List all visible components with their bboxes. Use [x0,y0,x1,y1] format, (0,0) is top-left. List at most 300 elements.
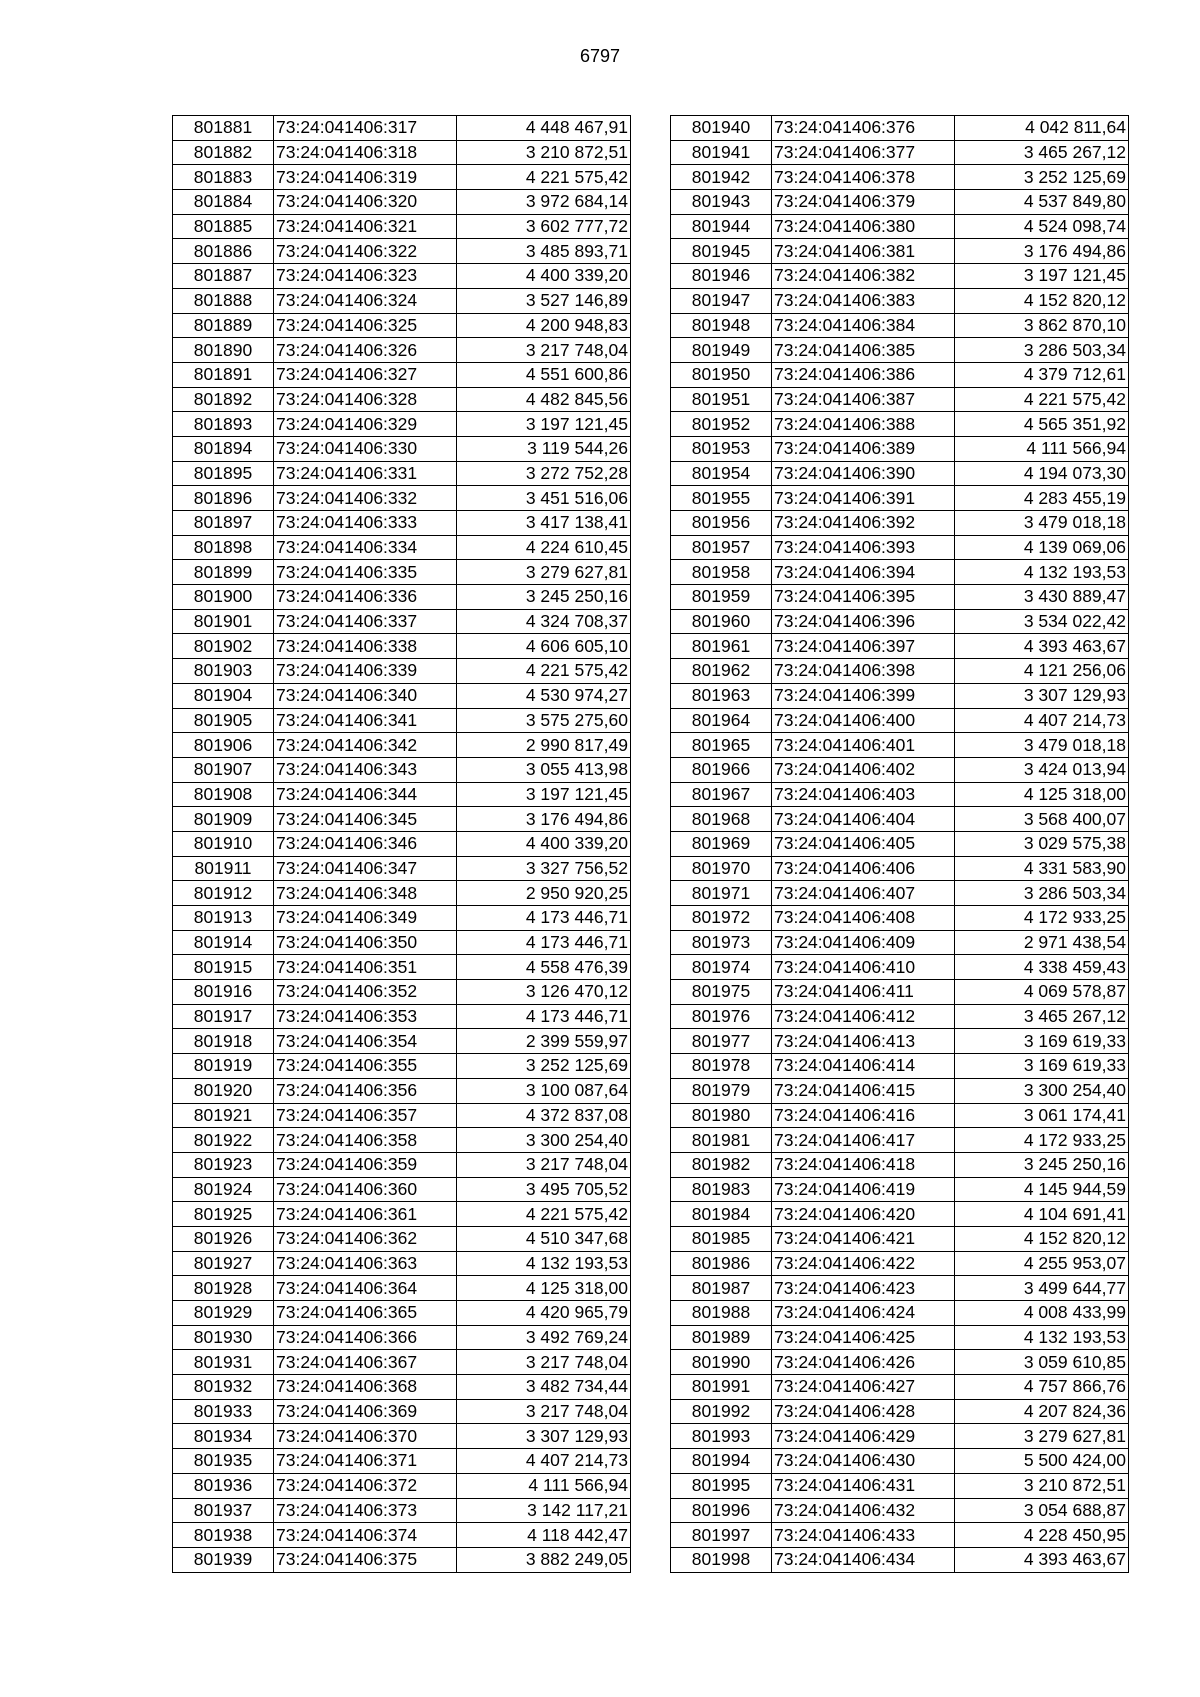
row-number-cell: 801964 [671,708,772,733]
table-row [671,609,1129,634]
row-number-cell: 801912 [173,881,274,906]
table-row [671,1375,1129,1400]
cadastral-number-cell: 73:24:041406:422 [772,1251,955,1276]
cadastral-value-cell: 4 551 600,86 [457,362,631,387]
row-number-cell: 801930 [173,1325,274,1350]
cadastral-number-cell: 73:24:041406:391 [772,486,955,511]
cadastral-number-cell: 73:24:041406:407 [772,881,955,906]
cadastral-number-cell: 73:24:041406:353 [274,1004,457,1029]
cadastral-number-cell: 73:24:041406:374 [274,1523,457,1548]
cadastral-number-cell: 73:24:041406:335 [274,560,457,585]
table-row [671,511,1129,536]
table-row [671,214,1129,239]
cadastral-number-cell: 73:24:041406:328 [274,387,457,412]
cadastral-number-cell: 73:24:041406:396 [772,609,955,634]
cadastral-number-cell: 73:24:041406:376 [772,116,955,141]
cadastral-number-cell: 73:24:041406:350 [274,930,457,955]
cadastral-value-cell: 2 399 559,97 [457,1029,631,1054]
row-number-cell: 801896 [173,486,274,511]
cadastral-number-cell: 73:24:041406:372 [274,1473,457,1498]
table-row [671,1078,1129,1103]
table-row [671,1523,1129,1548]
cadastral-value-cell: 3 279 627,81 [955,1424,1129,1449]
table-row [173,1301,631,1326]
cadastral-number-cell: 73:24:041406:428 [772,1399,955,1424]
table-row [173,461,631,486]
table-row [671,140,1129,165]
table-row [671,1054,1129,1079]
row-number-cell: 801982 [671,1152,772,1177]
cadastral-number-cell: 73:24:041406:380 [772,214,955,239]
cadastral-value-cell: 3 217 748,04 [457,1350,631,1375]
cadastral-number-cell: 73:24:041406:433 [772,1523,955,1548]
table-row [671,1449,1129,1474]
cadastral-number-cell: 73:24:041406:345 [274,807,457,832]
cadastral-number-cell: 73:24:041406:333 [274,511,457,536]
cadastral-value-cell: 3 142 117,21 [457,1498,631,1523]
table-row [173,1128,631,1153]
row-number-cell: 801946 [671,264,772,289]
table-row [173,1473,631,1498]
row-number-cell: 801995 [671,1473,772,1498]
row-number-cell: 801938 [173,1523,274,1548]
row-number-cell: 801949 [671,338,772,363]
row-number-cell: 801887 [173,264,274,289]
table-row [173,807,631,832]
table-row [173,609,631,634]
cadastral-value-cell: 3 061 174,41 [955,1103,1129,1128]
cadastral-value-cell: 4 606 605,10 [457,634,631,659]
cadastral-number-cell: 73:24:041406:388 [772,412,955,437]
cadastral-value-cell: 4 331 583,90 [955,856,1129,881]
cadastral-number-cell: 73:24:041406:421 [772,1226,955,1251]
cadastral-number-cell: 73:24:041406:368 [274,1375,457,1400]
table-row [671,338,1129,363]
row-number-cell: 801986 [671,1251,772,1276]
row-number-cell: 801893 [173,412,274,437]
row-number-cell: 801915 [173,955,274,980]
row-number-cell: 801927 [173,1251,274,1276]
row-number-cell: 801971 [671,881,772,906]
table-row [671,1350,1129,1375]
row-number-cell: 801901 [173,609,274,634]
row-number-cell: 801928 [173,1276,274,1301]
cadastral-value-cell: 4 132 193,53 [955,1325,1129,1350]
cadastral-value-cell: 3 119 544,26 [457,436,631,461]
cadastral-value-cell: 3 300 254,40 [955,1078,1129,1103]
row-number-cell: 801948 [671,313,772,338]
cadastral-value-cell: 4 221 575,42 [955,387,1129,412]
row-number-cell: 801940 [671,116,772,141]
table-row [671,683,1129,708]
cadastral-number-cell: 73:24:041406:417 [772,1128,955,1153]
cadastral-value-cell: 3 527 146,89 [457,288,631,313]
table-row [671,659,1129,684]
row-number-cell: 801890 [173,338,274,363]
cadastral-number-cell: 73:24:041406:318 [274,140,457,165]
row-number-cell: 801978 [671,1054,772,1079]
cadastral-number-cell: 73:24:041406:362 [274,1226,457,1251]
cadastral-value-cell: 4 482 845,56 [457,387,631,412]
cadastral-table-right [670,115,1129,1573]
row-number-cell: 801960 [671,609,772,634]
row-number-cell: 801895 [173,461,274,486]
row-number-cell: 801925 [173,1202,274,1227]
row-number-cell: 801916 [173,980,274,1005]
cadastral-value-cell: 3 534 022,42 [955,609,1129,634]
cadastral-number-cell: 73:24:041406:415 [772,1078,955,1103]
table-row [173,165,631,190]
cadastral-number-cell: 73:24:041406:317 [274,116,457,141]
cadastral-number-cell: 73:24:041406:339 [274,659,457,684]
cadastral-number-cell: 73:24:041406:377 [772,140,955,165]
cadastral-value-cell: 4 173 446,71 [457,906,631,931]
cadastral-number-cell: 73:24:041406:424 [772,1301,955,1326]
cadastral-number-cell: 73:24:041406:385 [772,338,955,363]
row-number-cell: 801961 [671,634,772,659]
cadastral-number-cell: 73:24:041406:323 [274,264,457,289]
cadastral-value-cell: 3 054 688,87 [955,1498,1129,1523]
table-row [671,436,1129,461]
table-row [173,733,631,758]
table-row [173,1523,631,1548]
cadastral-value-cell: 3 100 087,64 [457,1078,631,1103]
table-row [671,1547,1129,1572]
row-number-cell: 801935 [173,1449,274,1474]
table-row [671,955,1129,980]
table-row [173,1054,631,1079]
cadastral-value-cell: 5 500 424,00 [955,1449,1129,1474]
table-row [173,1251,631,1276]
table-row [173,1078,631,1103]
row-number-cell: 801976 [671,1004,772,1029]
cadastral-number-cell: 73:24:041406:326 [274,338,457,363]
cadastral-value-cell: 2 990 817,49 [457,733,631,758]
row-number-cell: 801881 [173,116,274,141]
table-row [671,288,1129,313]
cadastral-number-cell: 73:24:041406:352 [274,980,457,1005]
cadastral-number-cell: 73:24:041406:338 [274,634,457,659]
cadastral-value-cell: 4 132 193,53 [955,560,1129,585]
row-number-cell: 801926 [173,1226,274,1251]
table-row [671,1177,1129,1202]
cadastral-number-cell: 73:24:041406:334 [274,535,457,560]
cadastral-value-cell: 3 495 705,52 [457,1177,631,1202]
table-row [173,708,631,733]
cadastral-number-cell: 73:24:041406:319 [274,165,457,190]
table-row [173,190,631,215]
cadastral-number-cell: 73:24:041406:402 [772,757,955,782]
cadastral-value-cell: 4 228 450,95 [955,1523,1129,1548]
row-number-cell: 801908 [173,782,274,807]
cadastral-value-cell: 3 055 413,98 [457,757,631,782]
table-row [671,634,1129,659]
cadastral-number-cell: 73:24:041406:399 [772,683,955,708]
cadastral-number-cell: 73:24:041406:341 [274,708,457,733]
row-number-cell: 801951 [671,387,772,412]
cadastral-number-cell: 73:24:041406:346 [274,831,457,856]
table-row [173,288,631,313]
cadastral-number-cell: 73:24:041406:364 [274,1276,457,1301]
cadastral-value-cell: 4 407 214,73 [955,708,1129,733]
cadastral-number-cell: 73:24:041406:365 [274,1301,457,1326]
cadastral-value-cell: 4 172 933,25 [955,906,1129,931]
row-number-cell: 801958 [671,560,772,585]
cadastral-number-cell: 73:24:041406:348 [274,881,457,906]
table-row [173,535,631,560]
table-row [173,856,631,881]
table-row [671,560,1129,585]
cadastral-value-cell: 3 417 138,41 [457,511,631,536]
cadastral-number-cell: 73:24:041406:330 [274,436,457,461]
cadastral-value-cell: 4 173 446,71 [457,930,631,955]
table-row [671,807,1129,832]
cadastral-number-cell: 73:24:041406:408 [772,906,955,931]
row-number-cell: 801909 [173,807,274,832]
cadastral-value-cell: 3 217 748,04 [457,1399,631,1424]
table-row [671,585,1129,610]
table-row [173,264,631,289]
table-row [173,140,631,165]
cadastral-value-cell: 4 400 339,20 [457,831,631,856]
cadastral-value-cell: 4 224 610,45 [457,535,631,560]
cadastral-value-cell: 3 169 619,33 [955,1054,1129,1079]
cadastral-number-cell: 73:24:041406:389 [772,436,955,461]
row-number-cell: 801984 [671,1202,772,1227]
cadastral-number-cell: 73:24:041406:418 [772,1152,955,1177]
cadastral-number-cell: 73:24:041406:413 [772,1029,955,1054]
cadastral-value-cell: 3 602 777,72 [457,214,631,239]
cadastral-value-cell: 3 479 018,18 [955,733,1129,758]
table-row [173,1226,631,1251]
cadastral-number-cell: 73:24:041406:369 [274,1399,457,1424]
cadastral-value-cell: 4 283 455,19 [955,486,1129,511]
cadastral-number-cell: 73:24:041406:404 [772,807,955,832]
row-number-cell: 801941 [671,140,772,165]
row-number-cell: 801943 [671,190,772,215]
cadastral-value-cell: 3 252 125,69 [955,165,1129,190]
cadastral-value-cell: 3 499 644,77 [955,1276,1129,1301]
table-row [173,1350,631,1375]
row-number-cell: 801884 [173,190,274,215]
cadastral-number-cell: 73:24:041406:371 [274,1449,457,1474]
cadastral-number-cell: 73:24:041406:383 [772,288,955,313]
cadastral-value-cell: 3 575 275,60 [457,708,631,733]
table-row [173,313,631,338]
table-row [671,1251,1129,1276]
cadastral-value-cell: 3 210 872,51 [955,1473,1129,1498]
row-number-cell: 801950 [671,362,772,387]
table-row [173,116,631,141]
cadastral-value-cell: 4 407 214,73 [457,1449,631,1474]
row-number-cell: 801882 [173,140,274,165]
cadastral-value-cell: 4 200 948,83 [457,313,631,338]
cadastral-number-cell: 73:24:041406:360 [274,1177,457,1202]
cadastral-number-cell: 73:24:041406:343 [274,757,457,782]
table-row [671,1029,1129,1054]
row-number-cell: 801897 [173,511,274,536]
table-row [173,955,631,980]
cadastral-number-cell: 73:24:041406:381 [772,239,955,264]
table-row [173,239,631,264]
table-row [173,214,631,239]
cadastral-value-cell: 4 121 256,06 [955,659,1129,684]
cadastral-value-cell: 2 950 920,25 [457,881,631,906]
table-row [671,535,1129,560]
cadastral-number-cell: 73:24:041406:393 [772,535,955,560]
table-row [671,1152,1129,1177]
table-row [173,511,631,536]
cadastral-value-cell: 4 448 467,91 [457,116,631,141]
cadastral-number-cell: 73:24:041406:375 [274,1547,457,1572]
cadastral-value-cell: 4 104 691,41 [955,1202,1129,1227]
row-number-cell: 801979 [671,1078,772,1103]
row-number-cell: 801932 [173,1375,274,1400]
cadastral-number-cell: 73:24:041406:321 [274,214,457,239]
cadastral-number-cell: 73:24:041406:378 [772,165,955,190]
cadastral-number-cell: 73:24:041406:387 [772,387,955,412]
row-number-cell: 801883 [173,165,274,190]
table-row [671,313,1129,338]
row-number-cell: 801985 [671,1226,772,1251]
row-number-cell: 801962 [671,659,772,684]
cadastral-number-cell: 73:24:041406:420 [772,1202,955,1227]
cadastral-value-cell: 3 279 627,81 [457,560,631,585]
cadastral-value-cell: 4 393 463,67 [955,1547,1129,1572]
cadastral-number-cell: 73:24:041406:429 [772,1424,955,1449]
table-row [671,1399,1129,1424]
table-row [671,190,1129,215]
cadastral-value-cell: 4 145 944,59 [955,1177,1129,1202]
row-number-cell: 801987 [671,1276,772,1301]
cadastral-number-cell: 73:24:041406:384 [772,313,955,338]
cadastral-value-cell: 3 245 250,16 [955,1152,1129,1177]
table-row [173,1325,631,1350]
table-row [173,980,631,1005]
table-row [671,486,1129,511]
cadastral-value-cell: 3 245 250,16 [457,585,631,610]
row-number-cell: 801906 [173,733,274,758]
cadastral-value-cell: 4 139 069,06 [955,535,1129,560]
row-number-cell: 801981 [671,1128,772,1153]
table-row [173,338,631,363]
row-number-cell: 801923 [173,1152,274,1177]
row-number-cell: 801937 [173,1498,274,1523]
row-number-cell: 801889 [173,313,274,338]
cadastral-number-cell: 73:24:041406:419 [772,1177,955,1202]
table-row [671,708,1129,733]
table-row [671,1473,1129,1498]
cadastral-number-cell: 73:24:041406:354 [274,1029,457,1054]
cadastral-number-cell: 73:24:041406:327 [274,362,457,387]
table-row [671,412,1129,437]
cadastral-value-cell: 4 111 566,94 [457,1473,631,1498]
table-row [173,1152,631,1177]
table-row [173,881,631,906]
cadastral-number-cell: 73:24:041406:425 [772,1325,955,1350]
cadastral-value-cell: 4 221 575,42 [457,165,631,190]
cadastral-value-cell: 3 217 748,04 [457,338,631,363]
cadastral-value-cell: 3 176 494,86 [457,807,631,832]
cadastral-number-cell: 73:24:041406:403 [772,782,955,807]
table-row [671,461,1129,486]
table-row [671,165,1129,190]
row-number-cell: 801888 [173,288,274,313]
cadastral-value-cell: 3 286 503,34 [955,338,1129,363]
cadastral-value-cell: 3 307 129,93 [955,683,1129,708]
table-row [173,1004,631,1029]
cadastral-value-cell: 3 210 872,51 [457,140,631,165]
row-number-cell: 801917 [173,1004,274,1029]
row-number-cell: 801972 [671,906,772,931]
cadastral-number-cell: 73:24:041406:398 [772,659,955,684]
table-row [173,585,631,610]
cadastral-number-cell: 73:24:041406:432 [772,1498,955,1523]
row-number-cell: 801959 [671,585,772,610]
cadastral-value-cell: 4 510 347,68 [457,1226,631,1251]
cadastral-number-cell: 73:24:041406:349 [274,906,457,931]
cadastral-value-cell: 3 485 893,71 [457,239,631,264]
table-row [671,757,1129,782]
cadastral-value-cell: 4 069 578,87 [955,980,1129,1005]
table-row [671,1004,1129,1029]
cadastral-value-cell: 3 197 121,45 [457,412,631,437]
table-row [173,1177,631,1202]
row-number-cell: 801924 [173,1177,274,1202]
row-number-cell: 801919 [173,1054,274,1079]
cadastral-value-cell: 4 524 098,74 [955,214,1129,239]
cadastral-number-cell: 73:24:041406:412 [772,1004,955,1029]
cadastral-number-cell: 73:24:041406:410 [772,955,955,980]
table-row [671,733,1129,758]
table-row [173,1547,631,1572]
row-number-cell: 801902 [173,634,274,659]
cadastral-value-cell: 3 479 018,18 [955,511,1129,536]
cadastral-value-cell: 3 300 254,40 [457,1128,631,1153]
table-row [671,1226,1129,1251]
row-number-cell: 801944 [671,214,772,239]
cadastral-value-cell: 3 882 249,05 [457,1547,631,1572]
row-number-cell: 801921 [173,1103,274,1128]
table-row [173,1029,631,1054]
cadastral-value-cell: 4 125 318,00 [955,782,1129,807]
cadastral-value-cell: 3 327 756,52 [457,856,631,881]
cadastral-value-cell: 4 393 463,67 [955,634,1129,659]
row-number-cell: 801942 [671,165,772,190]
cadastral-value-cell: 4 221 575,42 [457,659,631,684]
row-number-cell: 801945 [671,239,772,264]
row-number-cell: 801898 [173,535,274,560]
cadastral-value-cell: 4 111 566,94 [955,436,1129,461]
cadastral-number-cell: 73:24:041406:367 [274,1350,457,1375]
table-row [173,930,631,955]
cadastral-number-cell: 73:24:041406:423 [772,1276,955,1301]
row-number-cell: 801933 [173,1399,274,1424]
cadastral-number-cell: 73:24:041406:331 [274,461,457,486]
row-number-cell: 801994 [671,1449,772,1474]
cadastral-value-cell: 3 217 748,04 [457,1152,631,1177]
row-number-cell: 801973 [671,930,772,955]
table-row [671,1325,1129,1350]
cadastral-value-cell: 4 757 866,76 [955,1375,1129,1400]
cadastral-number-cell: 73:24:041406:332 [274,486,457,511]
cadastral-number-cell: 73:24:041406:411 [772,980,955,1005]
cadastral-number-cell: 73:24:041406:337 [274,609,457,634]
cadastral-value-cell: 4 530 974,27 [457,683,631,708]
table-row [173,906,631,931]
row-number-cell: 801929 [173,1301,274,1326]
table-row [671,264,1129,289]
